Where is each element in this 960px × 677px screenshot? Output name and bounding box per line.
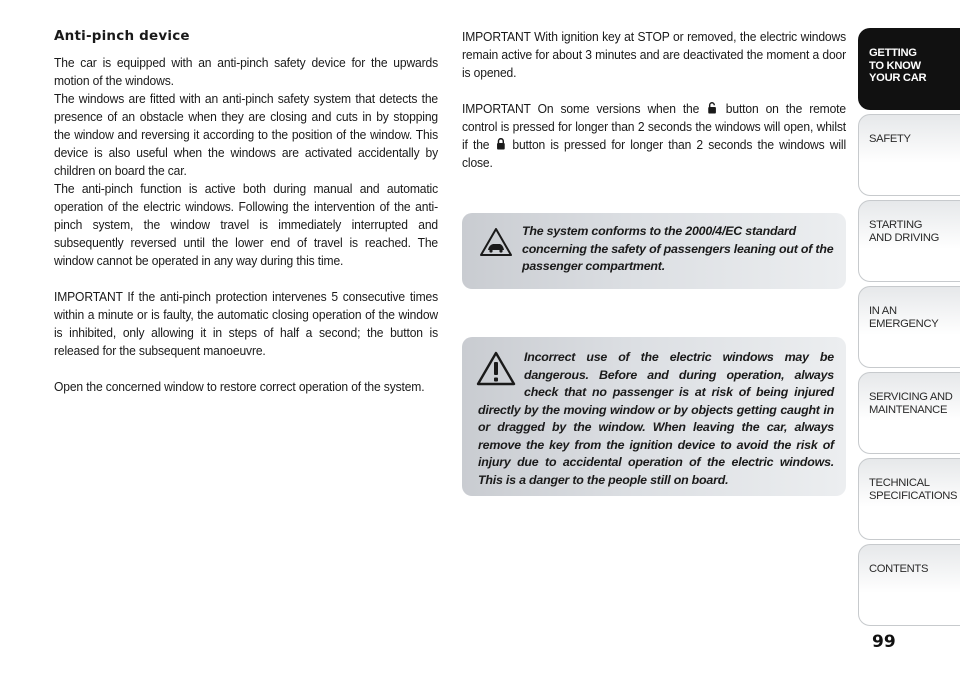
note-box-standard (462, 213, 846, 289)
tab-label: GETTING TO KNOW YOUR CAR (869, 47, 927, 84)
tab-label: STARTING AND DRIVING (869, 219, 940, 244)
paragraph-ignition: IMPORTANT With ignition key at STOP or removed, the electric windows remain active for about 3 minutes and are deactivated the moment a door is opened. (462, 30, 846, 80)
right-column (462, 28, 846, 172)
warning-box (462, 337, 846, 496)
tab-servicing[interactable] (858, 372, 960, 454)
tab-technical[interactable] (858, 458, 960, 540)
paragraph-remote (462, 100, 846, 172)
remote-text-b: button on the remote control is pressed for longer than 2 seconds the windows will open, whilst if the (462, 102, 846, 152)
tab-getting-to-know[interactable] (858, 28, 960, 110)
paragraph-restore: Open the concerned window to restore correct operation of the system. (54, 380, 425, 394)
paragraph-intro: The car is equipped with an anti-pinch safety device for the upwards motion of the windows. (54, 56, 438, 88)
tab-emergency[interactable] (858, 286, 960, 368)
tab-safety[interactable] (858, 114, 960, 196)
tab-label: SERVICING AND MAINTENANCE (869, 391, 953, 416)
lock-icon (497, 138, 506, 150)
left-column (54, 28, 438, 396)
remote-text-a: IMPORTANT On some versions when the (462, 102, 700, 116)
tab-label: IN AN EMERGENCY (869, 305, 939, 330)
unlock-icon (708, 102, 717, 114)
tab-label: TECHNICAL SPECIFICATIONS (869, 477, 958, 502)
paragraph-system: The windows are fitted with an anti-pinch safety system that detects the presence of an obstacle when they are closing and cuts in by stopping the window and reversing it according to the position of the window. This device is also useful when the windows are activated accidentally by children on board the car. (54, 92, 438, 178)
tab-starting-driving[interactable] (858, 200, 960, 282)
paragraph-function: The anti-pinch function is active both during manual and automatic operation of the electric windows. Following the intervention of the anti-pinch system, the window travel is immediately interrupted and subsequently reversed until the lower end of travel is reached. The window cannot be operated in any way during this time. (54, 182, 438, 268)
section-title: Anti-pinch device (54, 28, 190, 44)
tab-contents[interactable] (858, 544, 960, 626)
page-number: 99 (872, 632, 896, 652)
note-standard-text: The system conforms to the 2000/4/EC standard concerning the safety of passengers leaning out of the passenger compartment. (522, 224, 834, 273)
tab-label: SAFETY (869, 133, 911, 145)
paragraph-important: IMPORTANT If the anti-pinch protection intervenes 5 consecutive times within a minute or is faulty, the automatic closing operation of the window is inhibited, only allowing it in steps of half a second; the button is released for the subsequent manoeuvre. (54, 290, 438, 358)
remote-text-c: button is pressed for longer than 2 seconds the windows will close. (462, 138, 846, 170)
warning-text: Incorrect use of the electric windows may be dangerous. Before and during operation, always check that no passenger is at risk of being injured directly by the moving window or by objects getting caught in or dragged by the window. When leaving the car, always remove the key from the ignition device to avoid the risk of injury due to accidental operation of the electric windows. This is a danger to the people still on board. (478, 350, 834, 487)
section-sidebar (858, 28, 960, 630)
tab-label: CONTENTS (869, 563, 929, 575)
passenger-car-icon (479, 227, 513, 262)
